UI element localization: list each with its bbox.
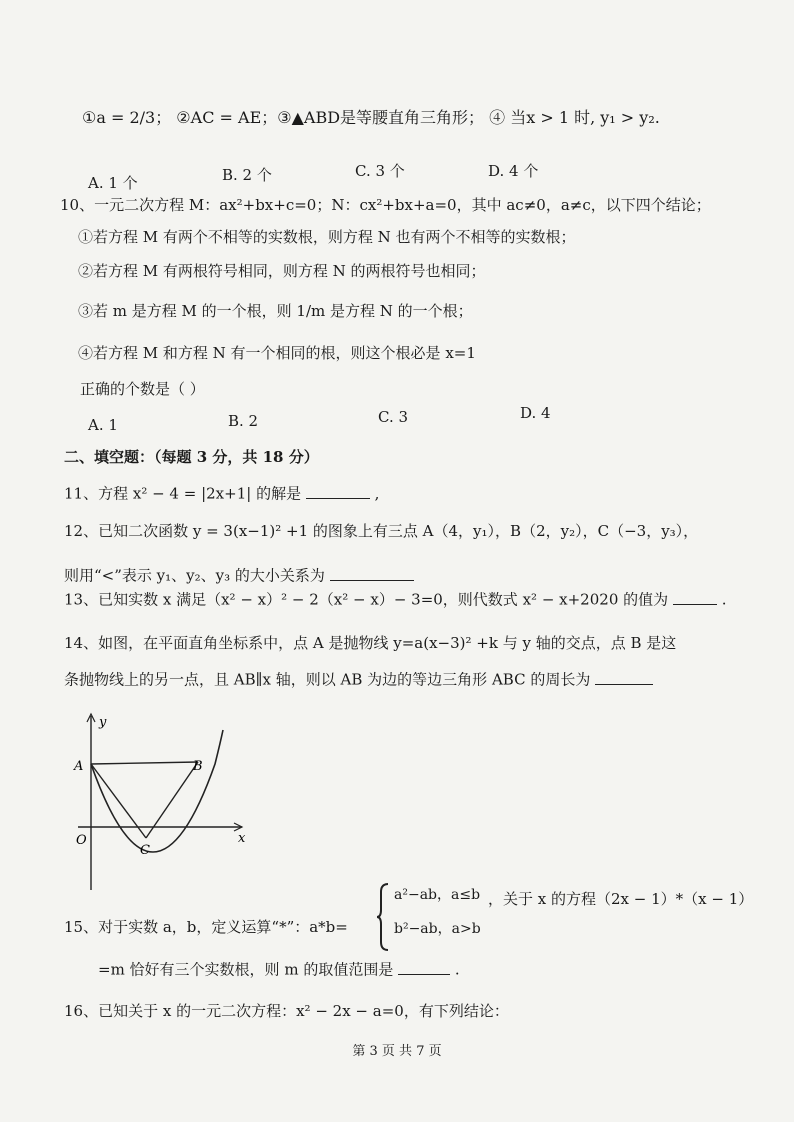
label-b: B: [193, 759, 203, 774]
q14-parabola-figure: [66, 710, 256, 892]
q14-line2: 条抛物线上的另一点，且 AB∥x 轴，则以 AB 为边的等边三角形 ABC 的周长为: [64, 670, 591, 689]
q15-post: ，关于 x 的方程（2x − 1）*（x − 1）: [488, 890, 754, 908]
section-title: 二、填空题：（每题 3 分，共 18 分）: [64, 448, 319, 466]
q15-tail: .: [454, 960, 460, 979]
q13-tail: .: [721, 590, 727, 609]
q10-item-3: ③若 m 是方程 M 的一个根，则 1/m 是方程 N 的一个根；: [78, 302, 473, 320]
q10-choice-b: B. 2: [228, 412, 259, 430]
q15-brace: [376, 882, 390, 952]
q14-line2-wrap: [64, 670, 653, 689]
q9-statements: ①a = 2/3； ②AC = AE；③▲ABD是等腰直角三角形； ④ 当x > 1 时, y₁ > y₂.: [82, 108, 660, 127]
q14-line1: 14、如图，在平面直角坐标系中，点 A 是抛物线 y=a(x−3)² +k 与 y 轴的交点，点 B 是这: [64, 634, 677, 652]
q15-case-2: b²−ab，a>b: [394, 921, 481, 937]
q12-line1: 12、已知二次函数 y = 3(x−1)² +1 的图象上有三点 A（4，y₁），B（2，y₂），C（−3，y₃），: [64, 522, 699, 540]
q15-answer-blank: [398, 960, 450, 975]
q12-answer-blank: [330, 566, 414, 581]
q13-answer-blank: [673, 590, 717, 605]
q10-choice-a: A. 1: [88, 416, 118, 434]
q11-answer-blank: [306, 484, 370, 499]
q9-choice-b: B. 2 个: [222, 166, 272, 184]
q10-item-4: ④若方程 M 和方程 N 有一个相同的根，则这个根必是 x=1: [78, 344, 476, 362]
q15-case-1: a²−ab，a≤b: [394, 887, 481, 903]
label-a: A: [74, 759, 84, 774]
q14-answer-blank: [595, 670, 653, 685]
label-y: y: [99, 715, 107, 730]
q10-item-1: ①若方程 M 有两个不相等的实数根，则方程 N 也有两个不相等的实数根；: [78, 228, 576, 246]
label-x: x: [238, 831, 246, 846]
q13-line: [64, 590, 726, 609]
q9-choice-a: A. 1 个: [88, 174, 138, 192]
label-c: C: [140, 843, 150, 858]
segment-ab: [91, 762, 198, 764]
q16-line: 16、已知关于 x 的一元二次方程：x² − 2x − a=0，有下列结论：: [64, 1002, 509, 1020]
q11-text: 11、方程 x² − 4 = |2x+1| 的解是: [64, 484, 302, 503]
q11-tail: ,: [374, 484, 380, 503]
q15-line2: =m 恰好有三个实数根，则 m 的取值范围是: [98, 960, 394, 979]
q9-choice-d: D. 4 个: [488, 162, 539, 180]
q12-line2: 则用“<”表示 y₁、y₂、y₃ 的大小关系为: [64, 566, 325, 585]
q12-line2-wrap: [64, 566, 414, 585]
q10-choice-c: C. 3: [378, 408, 409, 426]
q10-stem: 10、一元二次方程 M：ax²+bx+c=0；N：cx²+bx+a=0，其中 ac≠0，a≠c，以下四个结论；: [60, 196, 711, 214]
q10-item-2: ②若方程 M 有两根符号相同，则方程 N 的两根符号也相同；: [78, 262, 486, 280]
q11-line: [64, 484, 379, 503]
q10-ask: 正确的个数是（ ）: [80, 380, 205, 398]
q15-line2-wrap: [98, 960, 460, 979]
q13-text: 13、已知实数 x 满足（x² − x）² − 2（x² − x）− 3=0，则代数式 x² − x+2020 的值为: [64, 590, 669, 609]
page-footer: 第 3 页 共 7 页: [352, 1044, 442, 1059]
q15-pre: 15、对于实数 a，b，定义运算“*”：a*b=: [64, 918, 348, 936]
q10-choice-d: D. 4: [520, 404, 551, 422]
label-o: O: [76, 833, 87, 848]
q9-choice-c: C. 3 个: [355, 162, 405, 180]
